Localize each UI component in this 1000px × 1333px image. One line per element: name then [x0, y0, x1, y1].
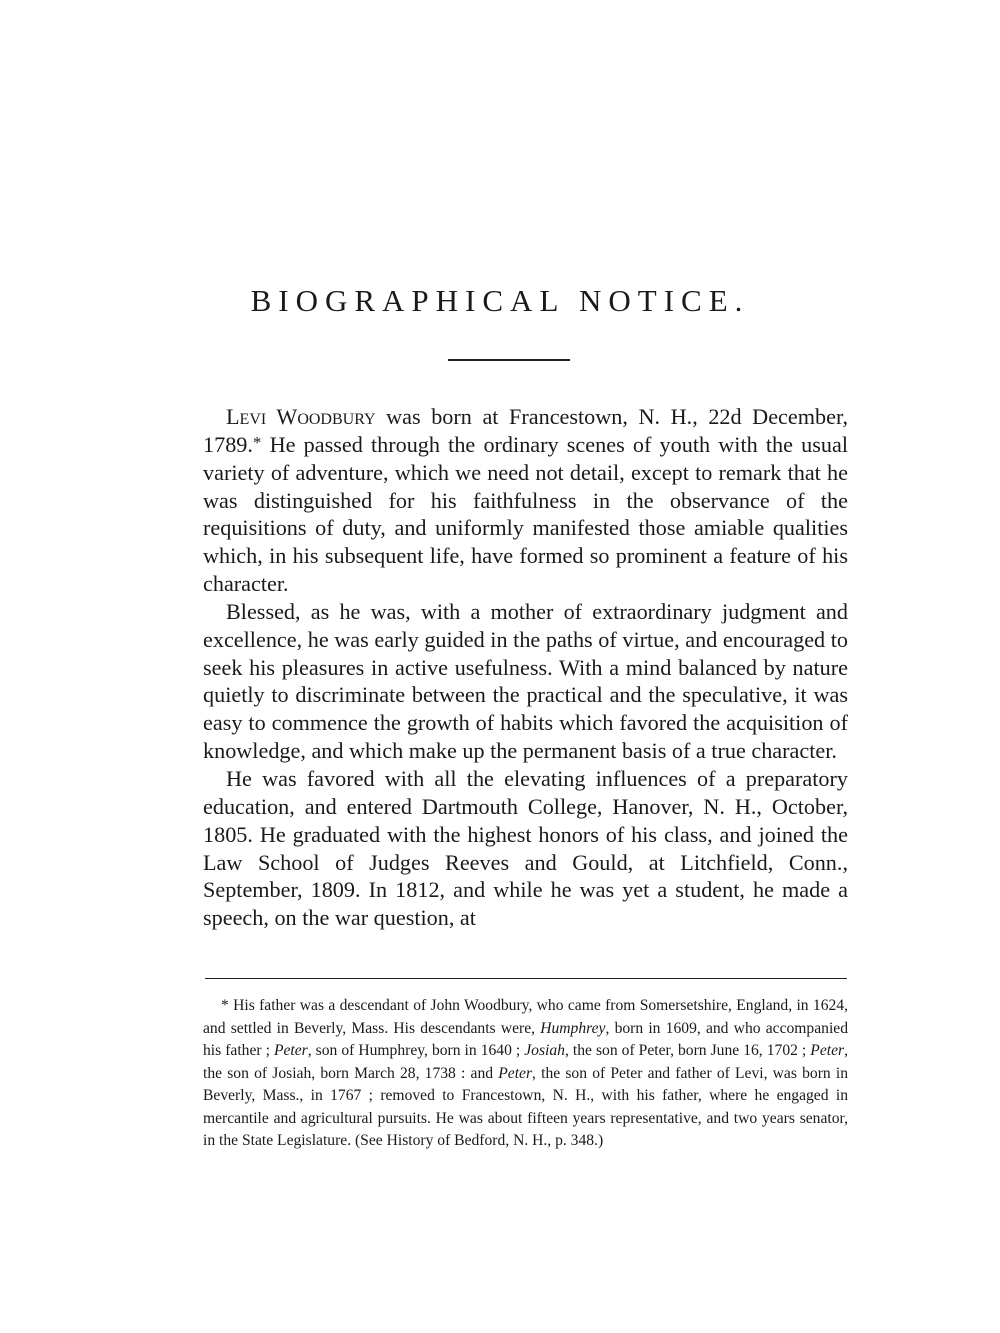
footnote-name-humphrey: Humphrey	[540, 1019, 606, 1037]
footnote-name-josiah: Josiah	[524, 1042, 565, 1059]
footnote-name-peter-2: Peter	[810, 1042, 845, 1059]
paragraph-1-text-a: was born at Francestown, N. H., 22d December, 1789.	[203, 404, 848, 457]
footnote-rule	[205, 978, 847, 979]
footnote-marker: *	[252, 432, 262, 452]
page-title: BIOGRAPHICAL NOTICE.	[250, 283, 750, 318]
title-rule	[448, 359, 570, 361]
paragraph-3: He was favored with all the elevating influences of a preparatory education, and entered Dartmouth College, Hanover, N. H., October, 1805. He graduated with the highest honors of his class, and joined the Law School of Judges Reeves and Gould, at Litchfield, Conn., September, 1809. In 1812, and while he was yet a student, he made a speech, on the war question, at	[203, 765, 848, 931]
footnote-text-1: * His father was a descendant of John Woodbury, who came from Somersetshire, England, in 1624, and settled in Beverly, Mass. His descendants were,	[203, 997, 848, 1037]
footnote-text-5: , the son of Josiah, born March 28, 1738 : and	[203, 1042, 848, 1082]
footnote-text-6: , the son of Peter and father of Levi, was born in Beverly, Mass., in 1767 ; removed to Francestown, N. H., with his father, where he engaged in mercantile and agricultural pursuits. He was about fifteen years representative, and two years senator, in the State Legislature. (See History of Bedford, N. H., p. 348.)	[203, 1064, 848, 1149]
footnote-text-3: , son of Humphrey, born in 1640 ;	[307, 1042, 525, 1059]
body-text	[203, 403, 848, 932]
footnote-text-2: , born in 1609, and who accompanied his father ;	[203, 1019, 848, 1059]
paragraph-1-text-b: He passed through the ordinary scenes of youth with the usual variety of adventure, which we need not detail, except to remark that he was distinguished for his faithfulness in the observance of the requisitions of duty, and uniformly manifested those amiable qualities which, in his subsequent life, have formed so prominent a feature of his character.	[203, 431, 848, 597]
footnote-text-4: , the son of Peter, born June 16, 1702 ;	[564, 1042, 811, 1059]
paragraph-2: Blessed, as he was, with a mother of extraordinary judgment and excellence, he was early guided in the paths of virtue, and encouraged to seek his pleasures in active usefulness. With a mind balanced by nature quietly to discriminate between the practical and the speculative, it was easy to commence the growth of habits which favored the acquisition of knowledge, and which make up the permanent basis of a true character.	[203, 598, 848, 764]
subject-name: Levi Woodbury	[226, 404, 376, 429]
footnote-name-peter-1: Peter	[273, 1042, 308, 1059]
paragraph-1	[203, 403, 848, 598]
footnote-name-peter-3: Peter	[498, 1064, 533, 1082]
footnote	[203, 995, 848, 1153]
